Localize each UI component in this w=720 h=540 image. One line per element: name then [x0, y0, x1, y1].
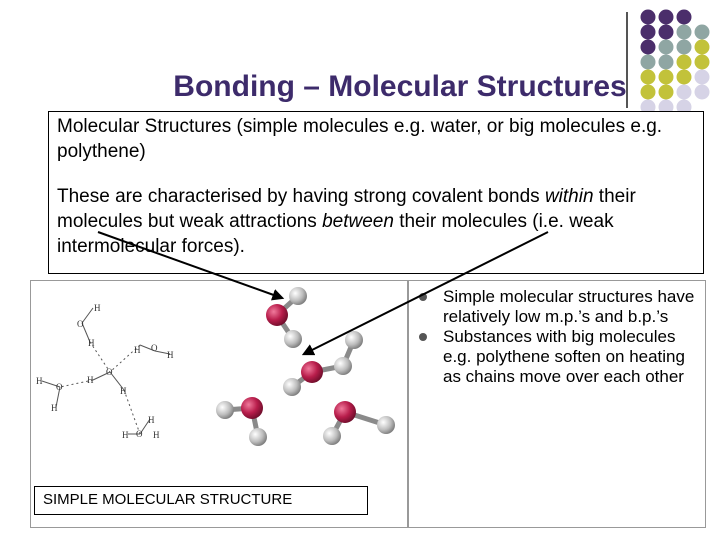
- hydrogen-atom: [289, 287, 307, 305]
- arrow-to-molecule: [98, 232, 282, 298]
- arrow-to-gap: [304, 232, 548, 354]
- diagram-caption: SIMPLE MOLECULAR STRUCTURE: [34, 486, 368, 515]
- emphasis-between: between: [322, 211, 394, 232]
- oxygen-atom: [334, 401, 356, 423]
- atom-label: H: [120, 386, 127, 396]
- intro-text-segment: their molecules but weak attractions: [57, 186, 636, 232]
- bullet-item: Substances with big molecules e.g. polythene soften on heating as chains move over each other: [416, 327, 706, 387]
- atom-label: H: [88, 338, 95, 348]
- hydrogen-atom: [345, 331, 363, 349]
- oxygen-atom: [266, 304, 288, 326]
- bullet-item: Simple molecular structures have relatively low m.p.’s and b.p.’s: [416, 287, 706, 327]
- slide-title: Bonding – Molecular Structures: [173, 70, 627, 103]
- atom-label: H: [94, 303, 101, 313]
- hydrogen-atom: [284, 330, 302, 348]
- intro-paragraph-1: Molecular Structures (simple molecules e.g. water, or big molecules e.g. polythene): [57, 116, 663, 162]
- atom-label: H: [122, 430, 129, 440]
- emphasis-within: within: [544, 186, 594, 207]
- atom-label: O: [136, 429, 143, 439]
- hydrogen-atom: [377, 416, 395, 434]
- intro-text-segment: These are characterised by having strong covalent bonds: [57, 186, 545, 207]
- atom-label: O: [151, 343, 158, 353]
- atom-label: O: [56, 382, 63, 392]
- atom-label: H: [153, 430, 160, 440]
- atom-label: H: [51, 403, 58, 413]
- intro-text-segment: their molecules (i.e. weak intermolecular forces).: [57, 211, 614, 257]
- atom-label: H: [167, 350, 174, 360]
- water-molecule-diagram: [36, 303, 174, 440]
- hydrogen-atom: [249, 428, 267, 446]
- oxygen-atom: [301, 361, 323, 383]
- atom-label: O: [77, 319, 84, 329]
- hydrogen-atom: [334, 357, 352, 375]
- atom-label: H: [134, 345, 141, 355]
- oxygen-atom: [241, 397, 263, 419]
- ball-and-stick-molecules: [216, 287, 395, 446]
- hydrogen-atom: [323, 427, 341, 445]
- arrows: [98, 232, 548, 354]
- atom-label: O: [106, 367, 113, 377]
- atom-label: H: [36, 376, 43, 386]
- hydrogen-atom: [283, 378, 301, 396]
- atom-label: H: [148, 415, 155, 425]
- hydrogen-atom: [216, 401, 234, 419]
- atom-label: H: [87, 375, 94, 385]
